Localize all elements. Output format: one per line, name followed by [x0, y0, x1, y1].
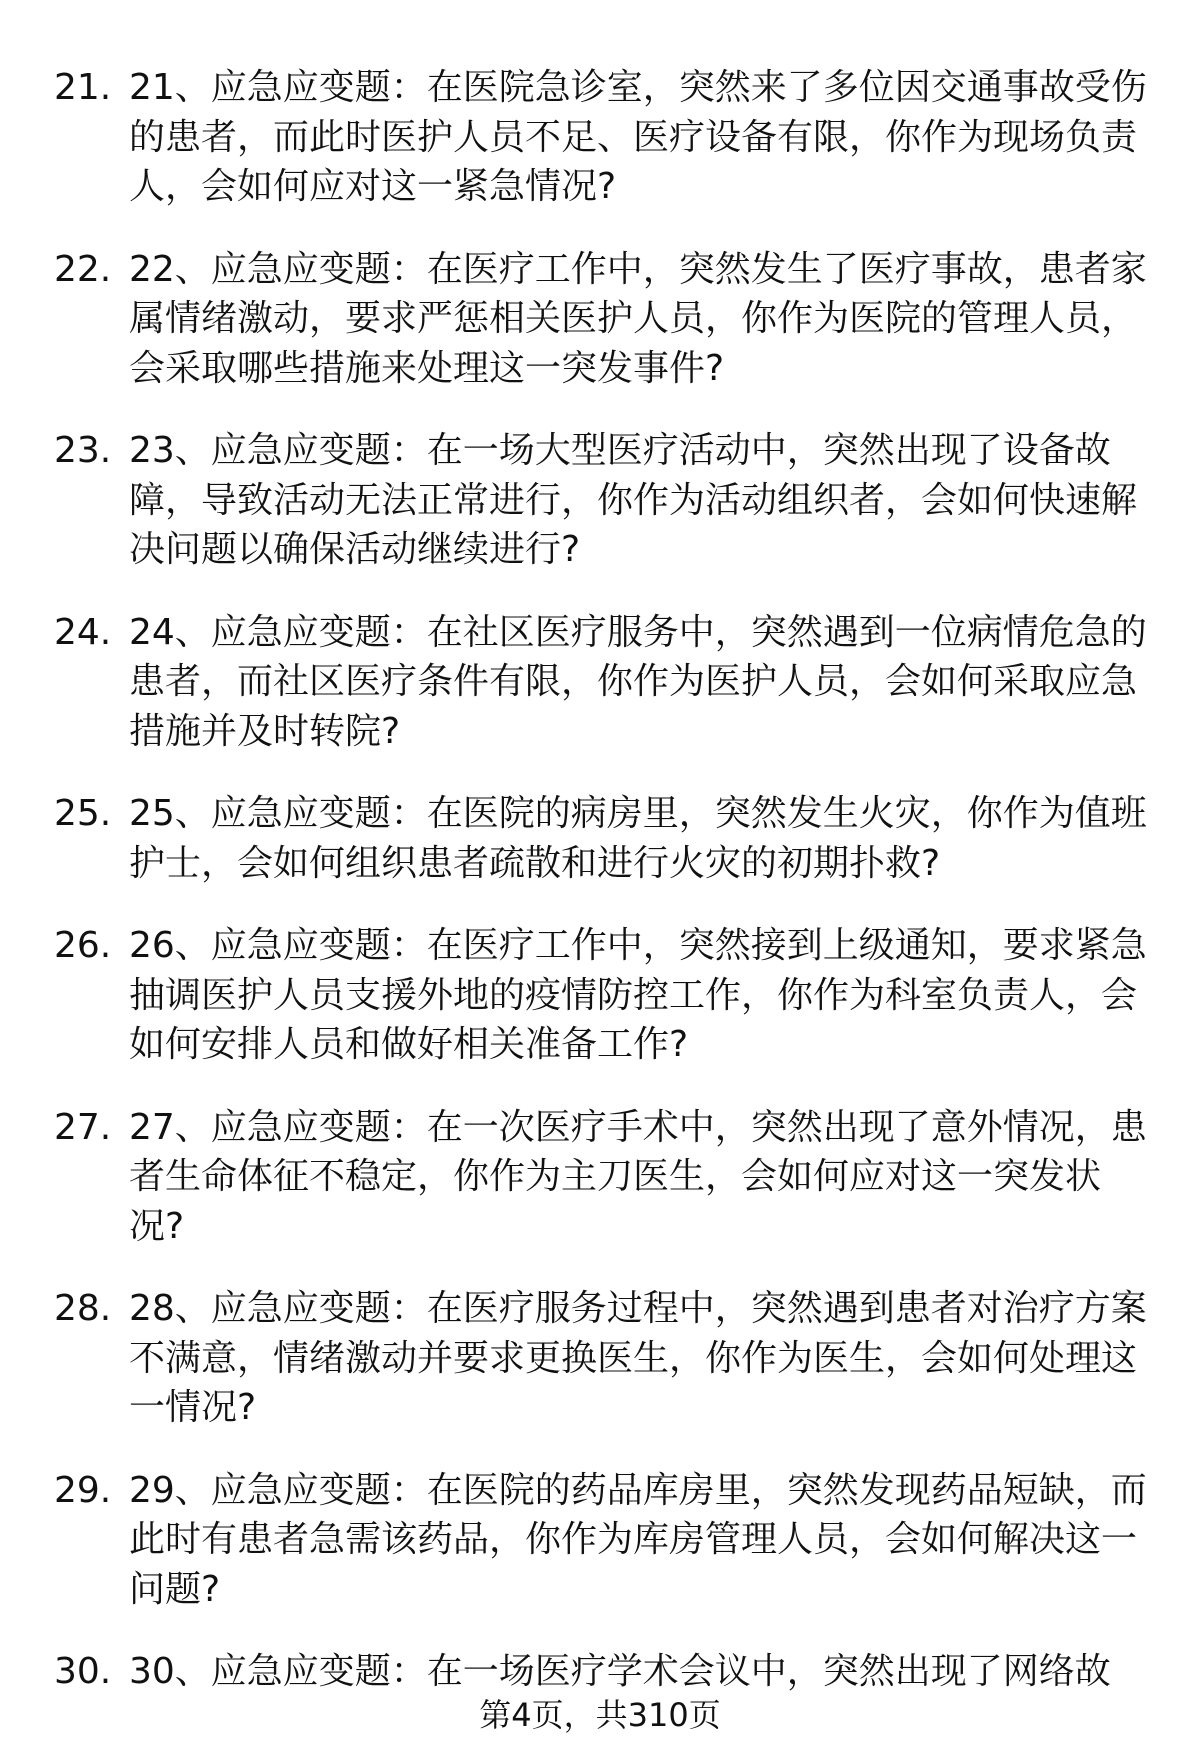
text-line: 护士，会如何组织患者疏散和进行火灾的初期扑救?	[129, 842, 941, 884]
text-line: 30、应急应变题：在一场医疗学术会议中，突然出现了网络故	[129, 1651, 1111, 1692]
list-item	[0, 245, 1200, 394]
list-item	[0, 1466, 1200, 1615]
item-text	[129, 63, 1200, 212]
item-text	[129, 245, 1200, 394]
text-line: 的患者，而此时医护人员不足、医疗设备有限，你作为现场负责	[129, 116, 1138, 158]
question-list	[0, 63, 1200, 1730]
text-line: 措施并及时转院?	[129, 710, 401, 752]
text-line: 23、应急应变题：在一场大型医疗活动中，突然出现了设备故	[129, 430, 1111, 471]
item-number: 21.	[54, 67, 112, 108]
item-text	[129, 1647, 1200, 1697]
item-number: 22.	[54, 248, 112, 290]
item-number: 23.	[54, 430, 112, 471]
item-number: 28.	[54, 1288, 112, 1329]
text-line: 不满意，情绪激动并要求更换医生，你作为医生，会如何处理这	[129, 1337, 1138, 1379]
item-text	[129, 426, 1200, 575]
list-item	[0, 608, 1200, 757]
text-line: 27、应急应变题：在一次医疗手术中，突然出现了意外情况，患	[129, 1106, 1147, 1148]
text-line: 25、应急应变题：在医院的病房里，突然发生火灾，你作为值班	[129, 793, 1147, 834]
text-line: 抽调医护人员支援外地的疫情防控工作，你作为科室负责人，会	[129, 974, 1138, 1016]
text-line: 21、应急应变题：在医院急诊室，突然来了多位因交通事故受伤	[129, 67, 1147, 108]
list-item	[0, 1647, 1200, 1697]
text-line: 此时有患者急需该药品，你作为库房管理人员，会如何解决这一	[129, 1519, 1138, 1560]
item-text	[129, 1103, 1200, 1252]
item-text	[129, 921, 1200, 1070]
text-line: 者生命体征不稳定，你作为主刀医生，会如何应对这一突发状	[129, 1156, 1102, 1197]
item-number: 29.	[54, 1469, 112, 1511]
item-text	[129, 1284, 1200, 1433]
item-text	[129, 608, 1200, 757]
item-number: 25.	[54, 793, 112, 834]
item-number: 27.	[54, 1106, 112, 1148]
text-line: 如何安排人员和做好相关准备工作?	[129, 1024, 689, 1065]
list-item	[0, 426, 1200, 575]
text-line: 况?	[129, 1205, 185, 1247]
list-item	[0, 1103, 1200, 1252]
item-number: 30.	[54, 1651, 112, 1692]
text-line: 22、应急应变题：在医疗工作中，突然发生了医疗事故，患者家	[129, 248, 1147, 290]
text-line: 24、应急应变题：在社区医疗服务中，突然遇到一位病情危急的	[129, 611, 1147, 653]
list-item	[0, 1284, 1200, 1433]
list-item	[0, 63, 1200, 212]
text-line: 决问题以确保活动继续进行?	[129, 529, 581, 570]
item-number: 26.	[54, 925, 112, 966]
text-line: 29、应急应变题：在医院的药品库房里，突然发现药品短缺，而	[129, 1469, 1147, 1511]
text-line: 会采取哪些措施来处理这一突发事件?	[129, 347, 725, 389]
text-line: 26、应急应变题：在医疗工作中，突然接到上级通知，要求紧急	[129, 925, 1147, 966]
text-line: 属情绪激动，要求严惩相关医护人员，你作为医院的管理人员，	[129, 298, 1138, 339]
text-line: 人，会如何应对这一紧急情况?	[129, 166, 617, 207]
text-line: 患者，而社区医疗条件有限，你作为医护人员，会如何采取应急	[129, 661, 1138, 702]
item-text	[129, 789, 1200, 888]
item-text	[129, 1466, 1200, 1615]
page-footer: 第4页，共310页	[479, 1696, 721, 1734]
text-line: 28、应急应变题：在医疗服务过程中，突然遇到患者对治疗方案	[129, 1288, 1147, 1329]
item-number: 24.	[54, 611, 112, 653]
text-line: 问题?	[129, 1568, 221, 1610]
text-line: 一情况?	[129, 1387, 257, 1428]
list-item	[0, 921, 1200, 1070]
list-item	[0, 789, 1200, 888]
text-line: 障，导致活动无法正常进行，你作为活动组织者，会如何快速解	[129, 479, 1138, 521]
